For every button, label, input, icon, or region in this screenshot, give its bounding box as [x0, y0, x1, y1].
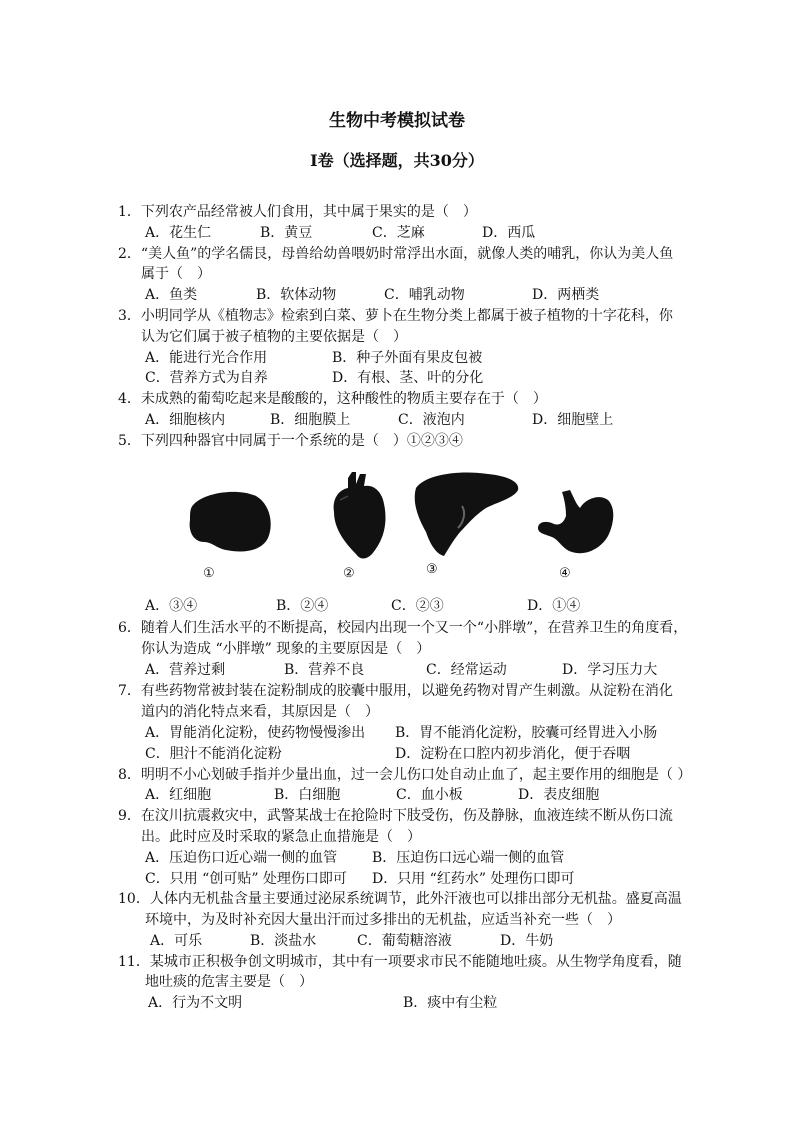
spleen-image — [186, 488, 274, 554]
liver-image — [412, 470, 522, 558]
q9-option-a: A．压迫伤口近心端一侧的血管 — [145, 850, 338, 866]
q1-option-c: C．芝麻 — [372, 225, 425, 241]
question-7-stem: 7．有些药物常被封装在淀粉制成的胶囊中服用，以避免药物对胃产生刺激。从淀粉在消化 — [118, 683, 673, 699]
question-3-stem-cont: 认为它们属于被子植物的主要依据是（ ） — [141, 329, 407, 345]
q4-option-d: D．细胞壁上 — [532, 412, 614, 428]
q8-option-c: C．血小板 — [396, 787, 463, 803]
q3-option-d: D．有根、茎、叶的分化 — [332, 370, 484, 386]
q5-option-b: B．②④ — [276, 598, 329, 614]
question-6-stem: 6．随着人们生活水平的不断提高，校园内出现一个又一个“小胖墩”，在营养卫生的角度看， — [118, 620, 688, 636]
q7-option-b: B．胃不能消化淀粉，胶囊可经胃进入小肠 — [395, 725, 658, 741]
q9-option-b: B．压迫伤口远心端一侧的血管 — [372, 850, 565, 866]
question-11-stem-cont: 地吐痰的危害主要是（ ） — [145, 974, 313, 990]
q7-option-c: C．胆汁不能消化淀粉 — [145, 746, 282, 762]
q2-option-d: D．两栖类 — [532, 287, 600, 303]
q4-option-b: B．细胞膜上 — [270, 412, 351, 428]
q5-option-a: A．③④ — [145, 598, 198, 614]
heart-image — [330, 470, 388, 560]
q5-option-c: C．②③ — [391, 598, 444, 614]
q10-option-a: A．可乐 — [150, 933, 203, 949]
question-4-stem: 4．未成熟的葡萄吃起来是酸酸的，这种酸性的物质主要存在于（ ） — [118, 391, 547, 407]
question-9-stem-cont: 出。此时应及时采取的紧急止血措施是（ ） — [141, 829, 421, 845]
q8-option-b: B．白细胞 — [274, 787, 341, 803]
q1-option-b: B．黄豆 — [260, 225, 313, 241]
q8-option-a: A．红细胞 — [145, 787, 212, 803]
q9-option-c: C．只用 “创可贴” 处理伤口即可 — [145, 871, 347, 887]
q2-option-b: B．软体动物 — [256, 287, 337, 303]
question-5-stem: 5．下列四种器官中同属于一个系统的是（ ）①②③④ — [118, 433, 463, 449]
stomach-image — [536, 488, 616, 558]
q3-option-b: B．种子外面有果皮包被 — [332, 350, 483, 366]
q2-option-a: A．鱼类 — [145, 287, 198, 303]
q1-option-d: D．西瓜 — [482, 225, 536, 241]
organ-label-3: ③ — [426, 562, 438, 577]
q6-option-a: A．营养过剩 — [145, 662, 226, 678]
organ-label-1: ① — [203, 566, 215, 581]
q8-option-d: D．表皮细胞 — [518, 787, 600, 803]
q4-option-c: C．液泡内 — [398, 412, 465, 428]
q6-option-c: C．经常运动 — [426, 662, 507, 678]
q2-option-c: C．哺乳动物 — [384, 287, 465, 303]
q7-option-d: D．淀粉在口腔内初步消化，便于吞咽 — [395, 746, 631, 762]
q3-option-a: A．能进行光合作用 — [145, 350, 268, 366]
question-7-stem-cont: 道内的消化特点来看，其原因是（ ） — [141, 704, 379, 720]
question-9-stem: 9．在汶川抗震救灾中，武警某战士在抢险时下肢受伤，伤及静脉，血液连续不断从伤口流 — [118, 808, 673, 824]
q11-option-a: A．行为不文明 — [148, 995, 243, 1011]
organ-label-2: ② — [343, 566, 355, 581]
q4-option-a: A．细胞核内 — [145, 412, 226, 428]
organ-label-4: ④ — [559, 566, 571, 581]
question-2-stem-cont: 属于（ ） — [141, 266, 211, 282]
q11-option-b: B．痰中有尘粒 — [403, 995, 498, 1011]
question-3-stem: 3．小明同学从《植物志》检索到白菜、萝卜在生物分类上都属于被子植物的十字花科，你 — [118, 308, 673, 324]
q9-option-d: D．只用 “红药水” 处理伤口即可 — [372, 871, 575, 887]
question-11-stem: 11．某城市正积极争创文明城市，其中有一项要求市民不能随地吐痰。从生物学角度看，随 — [118, 954, 682, 970]
q5-option-d: D．①④ — [527, 598, 581, 614]
q7-option-a: A．胃能消化淀粉，使药物慢慢渗出 — [145, 725, 366, 741]
q10-option-d: D．牛奶 — [500, 933, 554, 949]
q10-option-c: C．葡萄糖溶液 — [357, 933, 452, 949]
question-10-stem: 10．人体内无机盐含量主要通过泌尿系统调节，此外汗液也可以排出部分无机盐。盛夏高温 — [118, 891, 682, 907]
q6-option-b: B．营养不良 — [284, 662, 365, 678]
q10-option-b: B．淡盐水 — [250, 933, 317, 949]
question-2-stem: 2．“美人鱼”的学名儒艮，母兽给幼兽喂奶时常浮出水面，就像人类的哺乳，你认为美人鱼 — [118, 246, 674, 262]
q6-option-d: D．学习压力大 — [562, 662, 658, 678]
question-6-stem-cont: 你认为造成 “小胖墩” 现象的主要原因是（ ） — [141, 641, 431, 657]
q3-option-c: C．营养方式为自养 — [145, 370, 268, 386]
exam-title: 生物中考模拟试卷 — [329, 111, 465, 131]
question-10-stem-cont: 环境中，为及时补充因大量出汗而过多排出的无机盐，应适当补充一些（ ） — [145, 912, 621, 928]
question-8-stem: 8．明明不小心划破手指并少量出血，过一会儿伤口处自动止血了，起主要作用的细胞是（ ） — [118, 767, 692, 783]
q1-option-a: A．花生仁 — [145, 225, 212, 241]
question-1-stem: 1．下列农产品经常被人们食用，其中属于果实的是（ ） — [118, 204, 477, 220]
section-heading: I卷（选择题，共30分） — [310, 151, 484, 170]
